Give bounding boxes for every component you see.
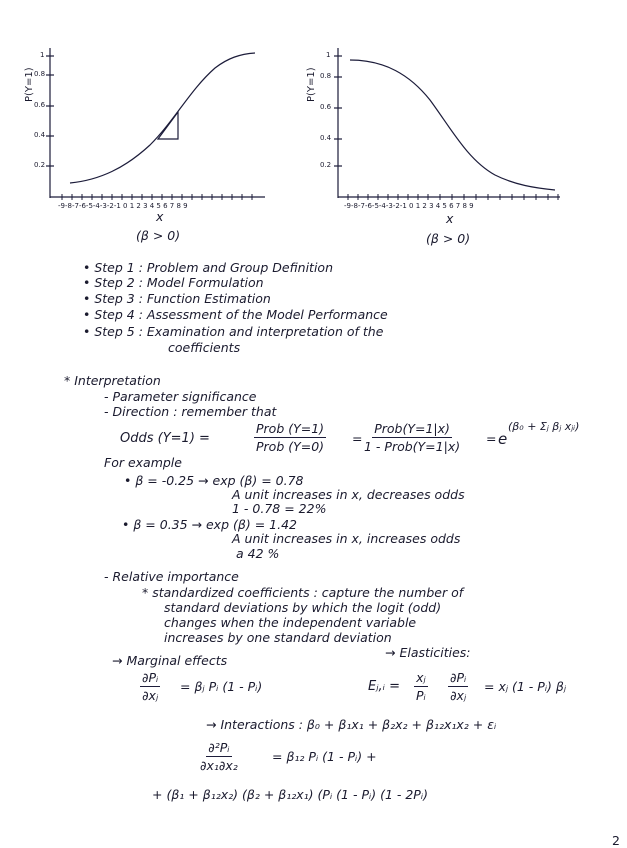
elasticity-fraction-2 (448, 670, 468, 703)
interp-heading: * Interpretation (64, 373, 161, 388)
elasticity-fraction-1 (414, 670, 428, 703)
second-derivative-den: ∂x₁∂x₂ (200, 758, 238, 773)
step-2: • Step 2 : Model Formulation (83, 275, 264, 290)
left-ytick-08: 0.8 (34, 70, 46, 78)
elasticity-f2-num: ∂Pᵢ (450, 670, 467, 685)
odds-eq1: = (352, 431, 363, 446)
example-2-line-1: • β = 0.35 → exp (β) = 1.42 (122, 517, 297, 532)
odds-exp-sup: (β₀ + Σⱼ βⱼ xⱼᵢ) (508, 420, 580, 433)
final-term-line: + (β₁ + β₁₂x₂) (β₂ + β₁₂x₁) (Pᵢ (1 - Pᵢ) (1 - 2Pᵢ) (152, 787, 428, 802)
elasticity-f1-num: xⱼ (416, 670, 426, 685)
step-5-cont: coefficients (168, 340, 241, 355)
elasticity-lhs: Eⱼ,ᵢ = (368, 679, 400, 694)
right-ytick-04: 0.4 (320, 134, 332, 142)
odds-eq2: = (486, 431, 497, 446)
page-number: 2 (612, 833, 620, 848)
elasticities-label: → Elasticities: (385, 645, 471, 660)
left-xticks: -9-8-7-6-5-4-3-2-1 0 1 2 3 4 5 6 7 8 9 (58, 202, 188, 210)
right-chart-svg (0, 0, 627, 260)
marginal-den: ∂xⱼ (142, 688, 159, 703)
std-coef-line-4: increases by one standard deviation (164, 630, 392, 645)
step-1: • Step 1 : Problem and Group Definition (83, 260, 333, 275)
std-coef-line-2: standard deviations by which the logit (odd) (164, 600, 442, 615)
second-derivative-fraction (198, 740, 240, 773)
right-sigmoid-curve (350, 60, 555, 190)
right-ytick-08: 0.8 (320, 72, 332, 80)
right-ytick-06: 0.6 (320, 103, 332, 111)
right-y-label: P(Y=1) (306, 67, 317, 102)
step-4: • Step 4 : Assessment of the Model Performance (83, 307, 388, 322)
marginal-effects-label: → Marginal effects (112, 653, 228, 668)
marginal-rhs: = βⱼ Pᵢ (1 - Pᵢ) (180, 679, 263, 694)
elasticity-rhs: = xⱼ (1 - Pᵢ) βⱼ (484, 679, 567, 694)
param-significance: - Parameter significance (104, 389, 257, 404)
odds-frac1-den: Prob (Y=0) (256, 439, 325, 454)
step-5: • Step 5 : Examination and interpretation of the (83, 324, 384, 339)
left-x-label: x (156, 209, 164, 224)
for-example: For example (104, 455, 182, 470)
example-1-line-1: • β = -0.25 → exp (β) = 0.78 (124, 473, 304, 488)
left-ytick-1: 1 (40, 51, 45, 59)
left-ytick-04: 0.4 (34, 131, 46, 139)
second-derivative-num: ∂²Pᵢ (208, 740, 230, 755)
right-ytick-02: 0.2 (320, 161, 332, 169)
step-3: • Step 3 : Function Estimation (83, 291, 271, 306)
left-y-label: P(Y=1) (24, 67, 35, 102)
second-derivative-rhs: = β₁₂ Pᵢ (1 - Pᵢ) + (272, 749, 377, 764)
marginal-fraction (140, 670, 160, 703)
example-1-line-3: 1 - 0.78 = 22% (232, 501, 327, 516)
elasticity-f1-den: Pᵢ (416, 688, 426, 703)
odds-frac2-den: 1 - Prob(Y=1|x) (364, 439, 461, 454)
example-1-line-2: A unit increases in x, decreases odds (232, 487, 465, 502)
left-caption: (β > 0) (136, 228, 181, 243)
example-2-line-2: A unit increases in x, increases odds (232, 531, 461, 546)
direction-line: - Direction : remember that (104, 404, 277, 419)
left-ytick-02: 0.2 (34, 161, 46, 169)
right-x-label: x (446, 211, 454, 226)
odds-fraction-1 (254, 421, 326, 454)
marginal-num: ∂Pᵢ (142, 670, 159, 685)
odds-exp-base: e (498, 430, 508, 448)
right-xticks: -9-8-7-6-5-4-3-2-1 0 1 2 3 4 5 6 7 8 9 (344, 202, 474, 210)
relative-importance: - Relative importance (104, 569, 239, 584)
example-2-line-3: a 42 % (236, 546, 280, 561)
std-coef-line-3: changes when the independent variable (164, 615, 417, 630)
odds-frac2-num: Prob(Y=1|x) (374, 421, 450, 436)
odds-frac1-num: Prob (Y=1) (256, 421, 325, 436)
elasticity-f2-den: ∂xⱼ (450, 688, 467, 703)
odds-fraction-2 (362, 421, 462, 454)
right-caption: (β > 0) (426, 231, 471, 246)
right-ytick-1: 1 (326, 51, 331, 59)
std-coef-line-1: * standardized coefficients : capture the number of (142, 585, 464, 600)
interactions-line: → Interactions : β₀ + β₁x₁ + β₂x₂ + β₁₂x₁x₂ + εᵢ (206, 717, 497, 732)
left-ytick-06: 0.6 (34, 101, 46, 109)
odds-lhs: Odds (Y=1) = (120, 431, 210, 446)
